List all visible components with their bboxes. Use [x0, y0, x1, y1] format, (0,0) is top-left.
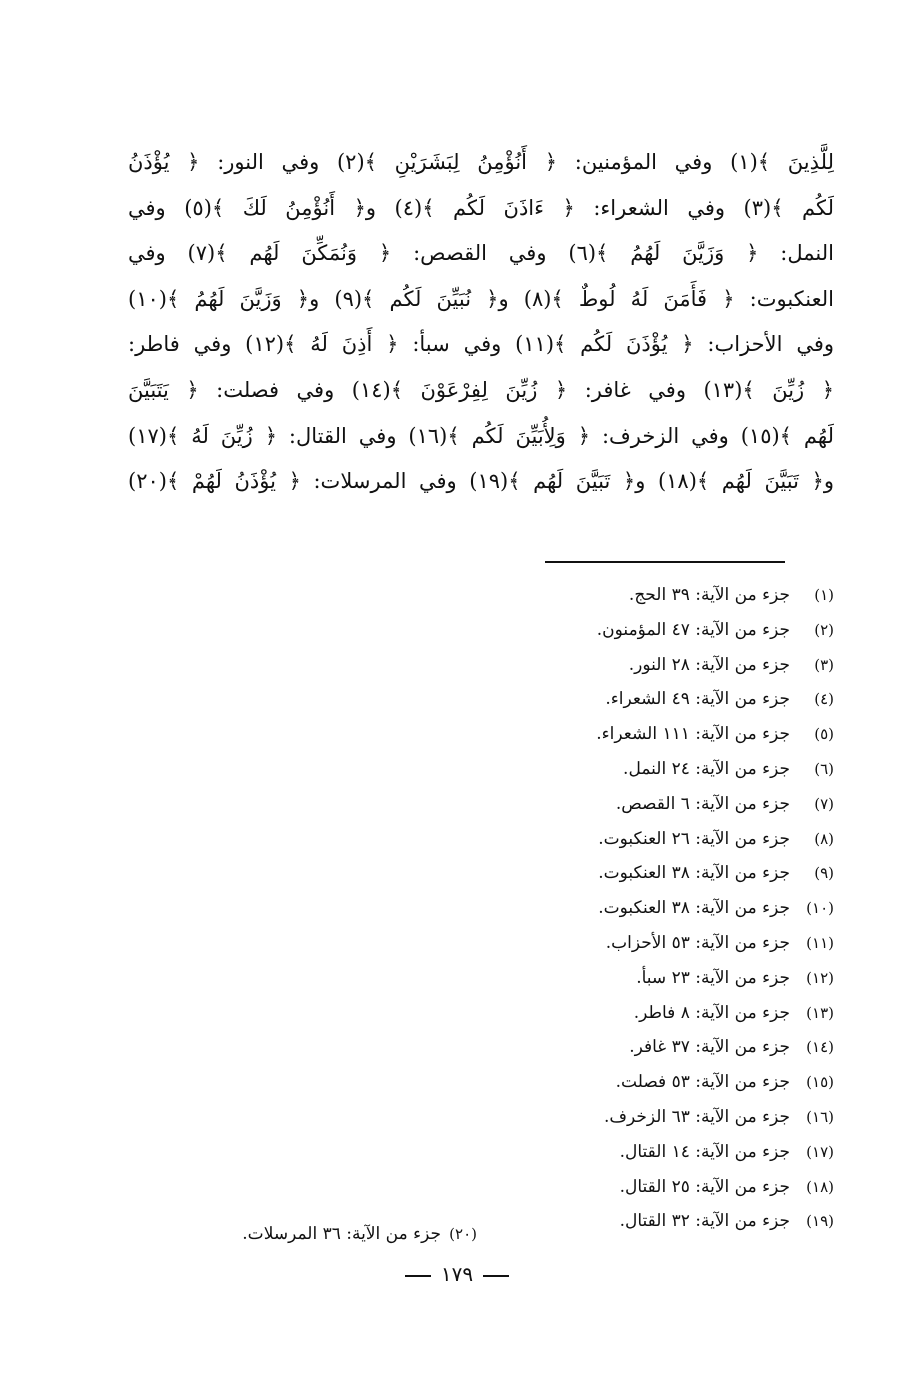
footnote-text: جزء من الآية: ٣٨ العنكبوت. [598, 898, 790, 919]
footnote-item [494, 926, 834, 961]
footnote-item [494, 613, 834, 648]
footnote-item [494, 856, 834, 891]
footnote-item [494, 1030, 834, 1065]
footnote-number: (١) [814, 586, 834, 604]
footnote-number: (٦) [814, 759, 834, 778]
footnote-item [494, 787, 834, 822]
footnote-item [494, 1135, 834, 1170]
footnote-item [242, 1217, 477, 1252]
footnote-number: (٩) [814, 864, 834, 883]
footnote-number: (٤) [814, 690, 834, 709]
footnote-separator [545, 561, 785, 563]
footnote-number: (١٤) [806, 1038, 834, 1057]
footnote-item [494, 717, 834, 752]
text-line: وفي الأحزاب: ﴿ يُؤْذَنَ لَكُم ﴾(١١) وفي سبأ: ﴿ أَذِنَ لَهُ ﴾(١٢) وفي فاطر: [128, 332, 834, 357]
footnote-number: (١١) [806, 933, 834, 952]
page-number [0, 1262, 914, 1286]
footnote-number: (٢٠) [449, 1225, 477, 1243]
footnote-text: جزء من الآية: ٢٤ النمل. [623, 758, 790, 779]
footnote-item [494, 961, 834, 996]
footnote-item [494, 891, 834, 926]
footnote-text: جزء من الآية: ٨ فاطر. [633, 1002, 790, 1023]
footnote-text: جزء من الآية: ٢٥ القتال. [619, 1176, 790, 1197]
page-number-dash [405, 1275, 431, 1277]
text-line: لَهُم ﴾(١٥) وفي الزخرف: ﴿ وَلِأُبَيِّنَ لَكُم ﴾(١٦) وفي القتال: ﴿ زُيِّنَ لَهُ ﴾(١٧) [128, 423, 834, 448]
footnote-number: (١٠) [806, 899, 834, 918]
footnote-item [494, 648, 834, 683]
text-line: و﴿ تَبَيَّنَ لَهُم ﴾(١٨) و﴿ تَبَيَّنَ لَهُم ﴾(١٩) وفي المرسلات: ﴿ يُؤْذَنُ لَهُمْ ﴾(٢٠) [128, 469, 834, 494]
footnote-text: جزء من الآية: ١٤ القتال. [619, 1141, 790, 1162]
text-line: العنكبوت: ﴿ فَأَمَنَ لَهُ لُوطٌ ﴾(٨) و﴿ نُبَيِّنَ لَكُم ﴾(٩) و﴿ وَزَيَّنَ لَهُمُ ﴾(١٠) [128, 286, 834, 311]
footnote-item [494, 578, 834, 613]
footnote-number: (١٧) [806, 1142, 834, 1161]
text-line: ﴿ زُيِّنَ ﴾(١٣) وفي غافر: ﴿ زُيِّنَ لِفِرْعَوْنَ ﴾(١٤) وفي فصلت: ﴿ يَتَبَيَّنَ [128, 377, 834, 402]
text-line: لِلَّذِينَ ﴾(١) وفي المؤمنين: ﴿ أَنُؤْمِنُ لِبَشَرَيْنِ ﴾(٢) وفي النور: ﴿ يُؤْذَنُ [128, 150, 834, 174]
footnote-text: جزء من الآية: ١١١ الشعراء. [596, 724, 790, 745]
footnote-text: جزء من الآية: ٦ القصص. [615, 793, 790, 814]
footnote-number: (٥) [814, 725, 834, 744]
text-line: لَكُم ﴾(٣) وفي الشعراء: ﴿ ءَاذَنَ لَكُم ﴾(٤) و﴿ أَنُؤْمِنُ لَكَ ﴾(٥) وفي [128, 195, 834, 220]
footnote-number: (٣) [814, 655, 834, 674]
footnote-item [494, 822, 834, 857]
main-text-block [128, 140, 834, 505]
footnote-item [494, 1204, 834, 1239]
page-number-dash [483, 1275, 509, 1277]
footnote-number: (١٥) [806, 1073, 834, 1092]
footnote-number: (١٨) [806, 1177, 834, 1196]
footnote-text: جزء من الآية: ٢٨ النور. [628, 654, 790, 675]
footnote-text: جزء من الآية: ٤٧ المؤمنون. [596, 619, 790, 640]
footnote-text: جزء من الآية: ٣٩ الحج. [628, 585, 790, 605]
footnote-text: جزء من الآية: ٣٢ القتال. [619, 1211, 790, 1232]
footnote-item [494, 996, 834, 1031]
footnote-number: (٨) [814, 829, 834, 848]
footnote-number: (١٣) [806, 1003, 834, 1022]
footnote-number: (١٩) [806, 1212, 834, 1231]
footnote-item [494, 1065, 834, 1100]
footnote-item [494, 1170, 834, 1205]
page-number-value: ١٧٩ [440, 1262, 474, 1286]
footnotes-list [494, 578, 834, 1239]
footnote-item [494, 752, 834, 787]
footnote-text: جزء من الآية: ٣٦ المرسلات. [242, 1224, 441, 1244]
text-line: النمل: ﴿ وَزَيَّنَ لَهُمُ ﴾(٦) وفي القصص: ﴿ وَنُمَكِّنَ لَهُم ﴾(٧) وفي [128, 241, 834, 266]
footnote-number: (٧) [814, 794, 834, 813]
footnote-text: جزء من الآية: ٥٣ فصلت. [615, 1072, 790, 1093]
footnote-text: جزء من الآية: ٣٨ العنكبوت. [598, 863, 790, 884]
footnote-text: جزء من الآية: ٢٣ سبأ. [636, 967, 790, 988]
footnote-number: (١٦) [806, 1107, 834, 1126]
footnote-text: جزء من الآية: ٣٧ غافر. [629, 1037, 790, 1058]
footnote-number: (١٢) [806, 968, 834, 987]
footnote-text: جزء من الآية: ٦٣ الزخرف. [603, 1106, 790, 1127]
footnote-item [494, 1100, 834, 1135]
footnote-item [494, 682, 834, 717]
footnote-number: (٢) [814, 620, 834, 639]
footnote-text: جزء من الآية: ٢٦ العنكبوت. [598, 828, 790, 849]
footnote-text: جزء من الآية: ٤٩ الشعراء. [605, 689, 790, 710]
footnote-text: جزء من الآية: ٥٣ الأحزاب. [605, 932, 790, 953]
